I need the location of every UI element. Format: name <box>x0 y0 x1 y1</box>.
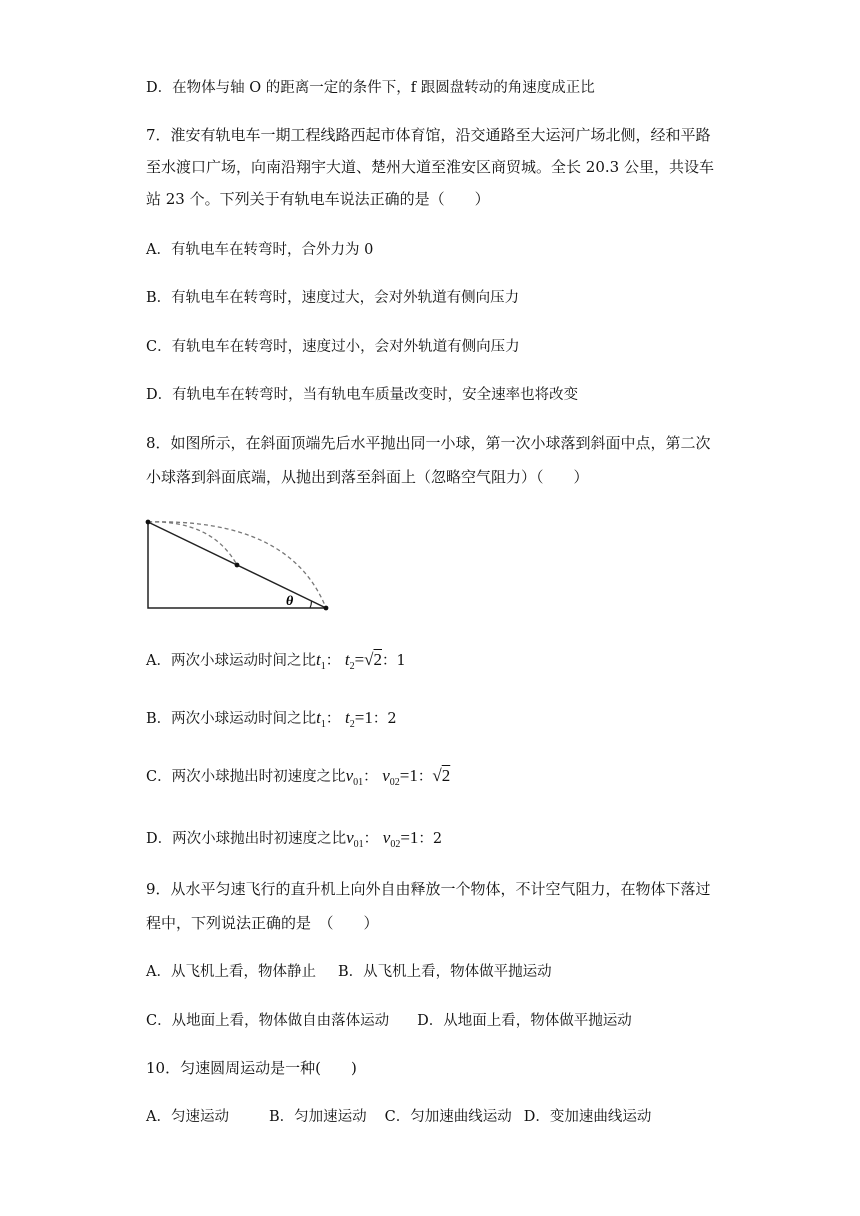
sub-1: 1 <box>320 719 326 730</box>
rhs-value: 1 <box>364 708 373 727</box>
q7-option-b: B．有轨电车在转弯时，速度过大，会对外轨道有侧向压力 <box>146 290 520 306</box>
q7-option-a: A．有轨电车在转弯时，合外力为 0 <box>146 242 374 258</box>
q9-options-row1 <box>146 962 552 982</box>
var-t1: t <box>316 708 321 727</box>
q9-options-row2 <box>146 1011 632 1031</box>
launch-point <box>146 520 151 525</box>
midpoint-landing <box>235 563 240 568</box>
q7-stem-line3: 站 23 个。下列关于有轨电车说法正确的是（ ） <box>146 190 490 208</box>
sub-02: 02 <box>389 777 400 788</box>
incline-figure <box>140 512 340 616</box>
q8-option-a-tail: ：1 <box>382 653 406 669</box>
q7-stem-line1: 7．淮安有轨电车一期工程线路西起市体育馆，沿交通路至大运河广场北侧，经和平路 <box>146 126 711 144</box>
q8-option-d-text: D．两次小球抛出时初速度之比 <box>146 831 347 847</box>
var-t1: t <box>315 650 321 669</box>
var-t2: t <box>344 650 350 669</box>
var-v02: v <box>382 766 390 785</box>
sub-01: 01 <box>353 839 364 850</box>
sub-1: 1 <box>320 661 326 672</box>
rhs-value: 1 <box>409 766 418 785</box>
q10-options <box>146 1107 651 1127</box>
q8-option-b-text: B．两次小球运动时间之比 <box>146 711 317 727</box>
bottom-landing <box>324 606 329 611</box>
var-v01: v <box>346 828 354 847</box>
q9-option-a: A．从飞机上看，物体静止 <box>146 964 316 980</box>
colon: ： <box>417 769 433 785</box>
angle-theta-label: θ <box>286 594 294 609</box>
q8-option-d-tail: ：2 <box>418 831 443 847</box>
q8-option-a: A．两次小球运动时间之比$t_1$： $t_2=√2$：1 <box>146 650 406 672</box>
angle-arc <box>310 601 312 608</box>
q8-option-d: D．两次小球抛出时初速度之比$v_{01}$： $v_{02}=1$：2 <box>146 828 443 850</box>
q6-option-d: D．在物体与轴 O 的距离一定的条件下，f 跟圆盘转动的角速度成正比 <box>146 80 595 96</box>
colon: ： <box>325 711 341 727</box>
var-v01: v <box>345 766 354 785</box>
sub-2: 2 <box>349 661 355 672</box>
rhs-value: 1 <box>409 828 419 847</box>
var-t2: t <box>345 708 350 727</box>
q7-stem-line2: 至水渡口广场，向南沿翔宇大道、楚州大道至淮安区商贸城。全长 20.3 公里，共设车 <box>146 158 714 176</box>
q10-option-b: B．匀加速运动 <box>268 1109 367 1125</box>
sqrt-symbol: √ <box>364 650 374 669</box>
q10-stem: 10．匀速圆周运动是一种( ) <box>146 1059 357 1077</box>
sqrt-symbol: √ <box>432 766 442 785</box>
colon: ： <box>325 653 341 669</box>
q8-option-b-tail: ：2 <box>372 711 397 727</box>
sqrt-value: 2 <box>441 766 451 785</box>
q9-option-c: C．从地面上看，物体做自由落体运动 <box>146 1013 390 1029</box>
q10-option-c: C．匀加速曲线运动 <box>384 1109 512 1125</box>
sqrt-value: 2 <box>373 650 382 669</box>
q8-stem-line2: 小球落到斜面底端，从抛出到落至斜面上（忽略空气阻力）（ ） <box>146 468 589 486</box>
q9-option-b: B．从飞机上看，物体做平抛运动 <box>337 964 552 980</box>
q10-option-a: A．匀速运动 <box>146 1109 229 1125</box>
sub-01: 01 <box>353 777 364 788</box>
var-v02: v <box>382 828 391 847</box>
q9-option-d: D．从地面上看，物体做平抛运动 <box>417 1013 632 1029</box>
q7-option-d: D．有轨电车在转弯时，当有轨电车质量改变时，安全速率也将改变 <box>146 387 579 403</box>
q8-stem-line1: 8．如图所示，在斜面顶端先后水平抛出同一小球，第一次小球落到斜面中点，第二次 <box>146 434 711 452</box>
q10-option-d: D．变加速曲线运动 <box>523 1109 652 1125</box>
q8-option-c-text: C．两次小球抛出时初速度之比 <box>146 769 346 785</box>
colon: ： <box>363 769 378 785</box>
q9-stem-line2: 程中，下列说法正确的是 （ ） <box>146 914 379 932</box>
q8-option-a-text: A．两次小球运动时间之比 <box>146 653 316 669</box>
sub-02: 02 <box>390 839 401 850</box>
sub-2: 2 <box>349 719 355 730</box>
q8-option-c: C．两次小球抛出时初速度之比$v_{01}$： $v_{02}=1$：√2 <box>146 766 451 788</box>
colon: ： <box>363 831 379 847</box>
q7-option-c: C．有轨电车在转弯时，速度过小，会对外轨道有侧向压力 <box>146 339 520 355</box>
q9-stem-line1: 9．从水平匀速飞行的直升机上向外自由释放一个物体，不计空气阻力，在物体下落过 <box>146 880 711 898</box>
q8-option-b: B．两次小球运动时间之比$t_1$： $t_2=1$：2 <box>146 708 397 730</box>
